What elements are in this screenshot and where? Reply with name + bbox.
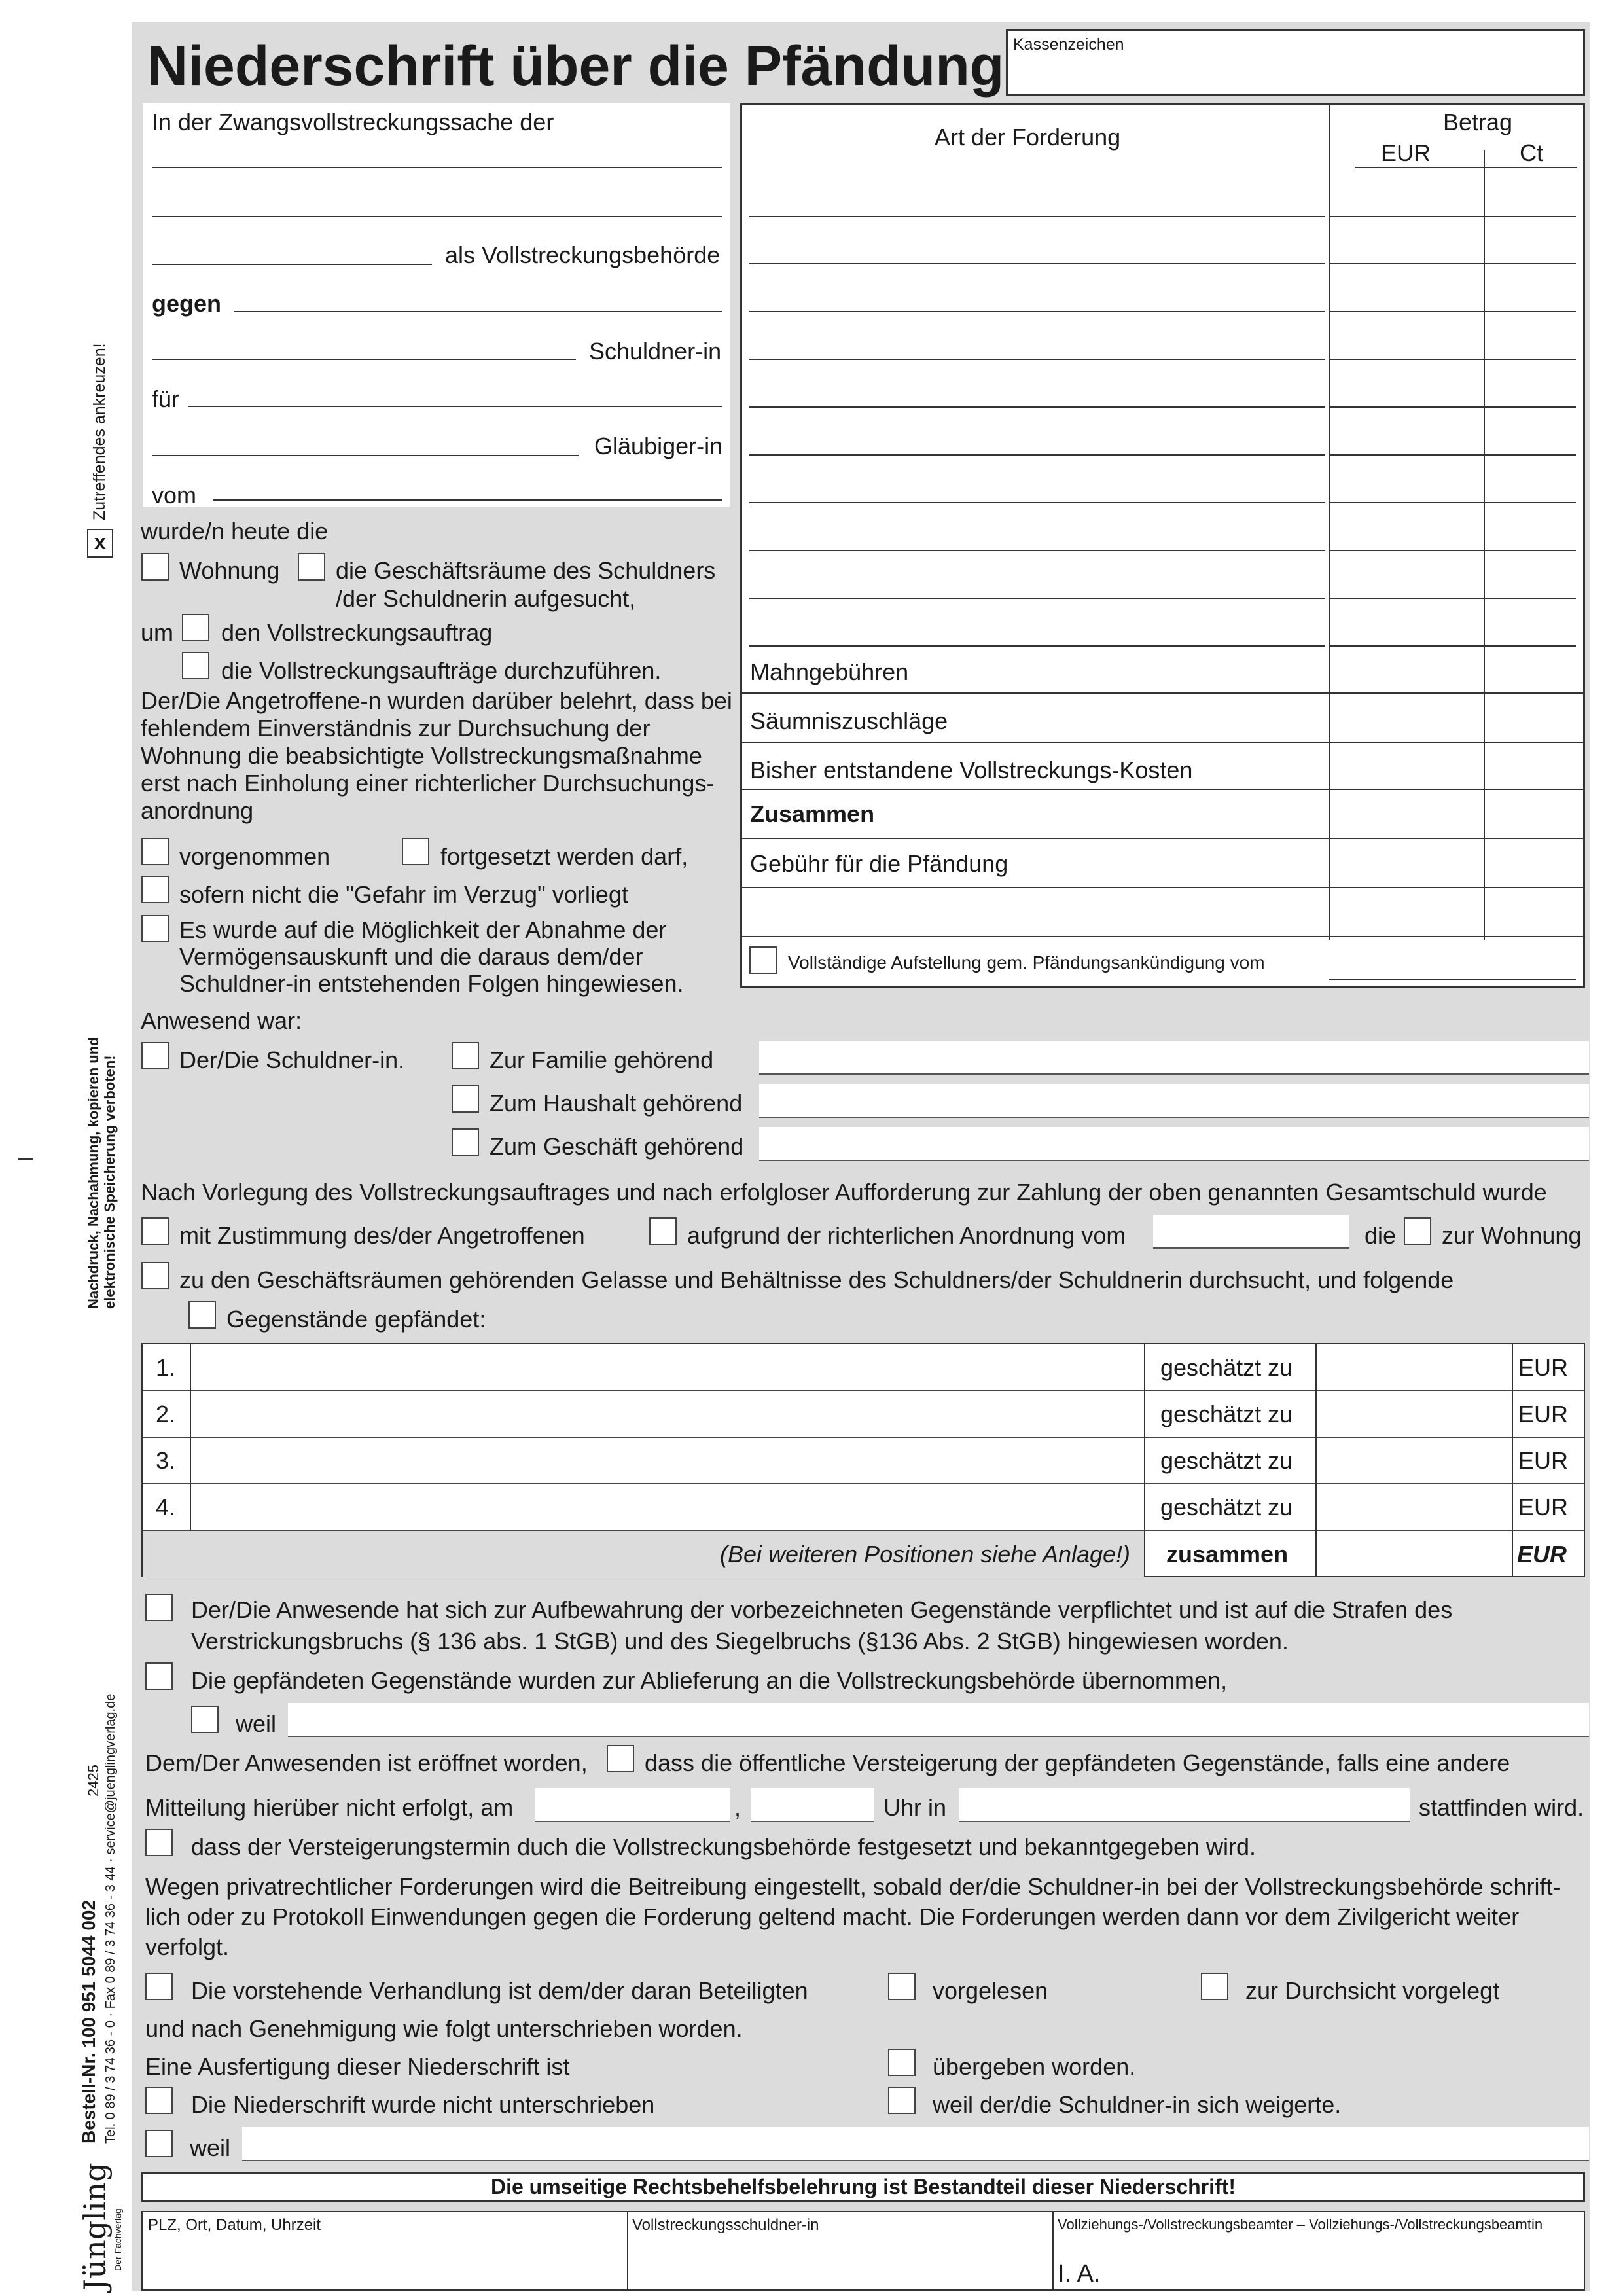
zur-wohnung-label: zur Wohnung xyxy=(1442,1222,1582,1249)
privatrechtlich-text: Wegen privatrechtlicher Forderungen wird die Beitreibung eingestellt, sobald der/die Schuldner-in bei der Vollstreckungsbehörde schrift-lich oder zu Protokoll Einwendungen gegen die Forderung geltend macht. Die Forderungen werden dann vor dem Zivilgericht weiter verfolgt. xyxy=(145,1873,1561,1960)
line[interactable] xyxy=(188,406,722,407)
amount-line[interactable] xyxy=(1329,645,1576,647)
schuldner-anwesend-checkbox[interactable] xyxy=(141,1042,169,1069)
item-number: 4. xyxy=(156,1494,176,1520)
anordnung-date-field[interactable] xyxy=(1153,1215,1349,1249)
line[interactable] xyxy=(234,311,722,312)
claim-line[interactable] xyxy=(749,263,1325,264)
amount-line[interactable] xyxy=(1329,550,1576,551)
anwesend-label: Anwesend war: xyxy=(141,1007,302,1034)
nicht-unterschrieben-checkbox[interactable] xyxy=(145,2087,173,2114)
ablieferung-checkbox[interactable] xyxy=(145,1662,173,1690)
item-estimate-label: geschätzt zu xyxy=(1160,1494,1293,1520)
ankreuzen-label: Zutreffendes ankreuzen! xyxy=(90,343,109,520)
vorgenommen-label: vorgenommen xyxy=(179,843,330,870)
page-title: Niederschrift über die Pfändung xyxy=(147,35,1005,98)
geschaeft-field[interactable] xyxy=(759,1127,1589,1161)
ablieferung-weil-checkbox[interactable] xyxy=(191,1706,219,1733)
um-label: um xyxy=(141,619,174,646)
publisher-contact: Tel. 0 89 / 3 74 36 - 0 · Fax 0 89 / 3 74 36 - 3 44 · service@juenglingverlag.de xyxy=(103,1693,118,2144)
weil-checkbox[interactable] xyxy=(145,2130,173,2157)
item-number: 3. xyxy=(156,1447,176,1474)
weigerte-label: weil der/die Schuldner-in sich weigerte. xyxy=(933,2091,1342,2118)
claim-line[interactable] xyxy=(749,645,1325,647)
kassenzeichen-label: Kassenzeichen xyxy=(1013,35,1124,54)
zusammen-label: Zusammen xyxy=(750,800,875,827)
saeumnis-label: Säumniszuschläge xyxy=(750,708,948,734)
durchsicht-checkbox[interactable] xyxy=(1201,1973,1228,2000)
beamter-signature-label: Vollziehungs-/Vollstreckungsbeamter – Vollziehungs-/Vollstreckungsbeamtin xyxy=(1058,2216,1543,2233)
amount-line[interactable] xyxy=(1329,311,1576,312)
durchsicht-label: zur Durchsicht vorgelegt xyxy=(1245,1977,1500,2004)
termin-checkbox[interactable] xyxy=(145,1829,173,1856)
item-currency: EUR xyxy=(1518,1354,1569,1381)
vorgelesen-checkbox[interactable] xyxy=(888,1973,916,2000)
item-estimate-label: geschätzt zu xyxy=(1160,1354,1293,1381)
line[interactable] xyxy=(152,216,722,217)
ausfertigung-label: Eine Ausfertigung dieser Niederschrift ist xyxy=(145,2053,570,2080)
familie-checkbox[interactable] xyxy=(452,1042,479,1069)
vorgenommen-checkbox[interactable] xyxy=(141,838,169,865)
vermoegensauskunft-checkbox[interactable] xyxy=(141,915,169,942)
haushalt-checkbox[interactable] xyxy=(452,1085,479,1113)
claim-line[interactable] xyxy=(749,359,1325,360)
ablieferung-weil-label: weil xyxy=(236,1710,277,1737)
items-zusammen: zusammen xyxy=(1166,1541,1289,1568)
verhandlung-label: Die vorstehende Verhandlung ist dem/der daran Beteiligten xyxy=(191,1977,808,2004)
wurden-heute: wurde/n heute die xyxy=(141,518,329,545)
versteigerung-date-field[interactable] xyxy=(535,1788,730,1822)
amount-line[interactable] xyxy=(1329,216,1576,217)
nach-vorlegung: Nach Vorlegung des Vollstreckungsauftrages und nach erfolgloser Aufforderung zur Zahlung der oben genannten Gesamtschuld wurde xyxy=(141,1179,1547,1206)
publisher-sub: Der Fachverlag xyxy=(113,2208,123,2271)
zur-wohnung-checkbox[interactable] xyxy=(1404,1217,1431,1245)
fuer-label: für xyxy=(152,386,180,412)
gegen-label: gegen xyxy=(152,290,222,317)
row-rule xyxy=(143,1437,1584,1438)
gefahr-label: sofern nicht die "Gefahr im Verzug" vorliegt xyxy=(179,881,628,908)
amount-line[interactable] xyxy=(1329,502,1576,503)
gebuehr-label: Gebühr für die Pfändung xyxy=(750,850,1008,877)
eur-header: EUR xyxy=(1381,139,1431,166)
gefahr-checkbox[interactable] xyxy=(141,876,169,903)
row-rule xyxy=(143,1483,1584,1484)
anordnung-checkbox[interactable] xyxy=(649,1217,677,1245)
claims-header: Art der Forderung xyxy=(935,124,1121,151)
weil-field[interactable] xyxy=(242,2127,1589,2161)
copyright-line2: elektronische Speicherung verboten! xyxy=(101,1055,118,1309)
vollstaendig-date-line[interactable] xyxy=(1329,979,1576,980)
behoerde-label: als Vollstreckungsbehörde xyxy=(445,242,721,268)
col-divider xyxy=(1144,1344,1145,1576)
gelasse-label: zu den Geschäftsräumen gehörenden Gelasse und Behältnisse des Schuldners/der Schuldnerin durchsucht, und folgende xyxy=(179,1266,1454,1293)
vorgelesen-label: vorgelesen xyxy=(933,1977,1048,2004)
row-rule xyxy=(742,742,1583,743)
row-rule xyxy=(742,692,1583,694)
margin-dash xyxy=(18,1158,33,1160)
line[interactable] xyxy=(152,167,722,168)
uebergeben-checkbox[interactable] xyxy=(888,2049,916,2076)
aufbewahrung-label: Der/Die Anwesende hat sich zur Aufbewahrung der vorbezeichneten Gegenstände verpflichtet und ist auf die Strafen des Verstrickungsbruchs (§ 136 abs. 1 StGB) und des Siegelbruchs (§136 Abs. 2 StGB) hingewiesen worden. xyxy=(191,1596,1453,1655)
vollstaendig-checkbox[interactable] xyxy=(749,946,777,974)
ablieferung-label: Die gepfändeten Gegenstände wurden zur Ablieferung an die Vollstreckungsbehörde übernommen, xyxy=(191,1667,1228,1694)
ct-header: Ct xyxy=(1520,139,1543,166)
gegenstaende-checkbox[interactable] xyxy=(188,1301,216,1329)
line[interactable] xyxy=(152,359,576,360)
row-rule xyxy=(742,936,1583,937)
notice-text: Die umseitige Rechtsbehelfsbelehrung ist Bestandteil dieser Niederschrift! xyxy=(490,2175,1236,2198)
ia-label: I. A. xyxy=(1058,2260,1101,2287)
item-number: 1. xyxy=(156,1354,176,1381)
versteigerung-checkbox[interactable] xyxy=(607,1745,634,1772)
aufbewahrung-checkbox[interactable] xyxy=(145,1594,173,1621)
mahngebuehren-label: Mahngebühren xyxy=(750,658,909,685)
amount-line[interactable] xyxy=(1329,454,1576,456)
die-label: die xyxy=(1364,1222,1397,1249)
mitteilung-label: Mitteilung hierüber nicht erfolgt, am xyxy=(145,1794,514,1821)
schuldner-signature-label: Vollstreckungsschuldner-in xyxy=(632,2216,819,2234)
publisher-logo: Jüngling xyxy=(77,2162,113,2291)
schuldner-anwesend-label: Der/Die Schuldner-in. xyxy=(179,1047,405,1073)
betrag-rule xyxy=(1355,167,1577,168)
genehmigung-label: und nach Genehmigung wie folgt unterschrieben worden. xyxy=(145,2015,743,2042)
copyright-line1: Nachdruck, Nachahmung, kopieren und xyxy=(85,1037,101,1309)
line[interactable] xyxy=(152,264,432,265)
col-divider xyxy=(627,2212,628,2289)
comma: , xyxy=(734,1794,741,1821)
eroeffnet-label: Dem/Der Anwesenden ist eröffnet worden, xyxy=(145,1749,588,1776)
haushalt-field[interactable] xyxy=(759,1084,1589,1118)
line[interactable] xyxy=(152,455,579,456)
vermoegensauskunft-label: Es wurde auf die Möglichkeit der Abnahme der Vermögensauskunft und die daraus dem/der Schuldner-in entstehenden Folgen hingewiesen. xyxy=(179,916,684,997)
row-rule xyxy=(742,789,1583,790)
fortgesetzt-checkbox[interactable] xyxy=(402,838,429,865)
vollstreckungsauftraege-label: die Vollstreckungsaufträge durchzuführen. xyxy=(221,657,662,684)
item-currency: EUR xyxy=(1518,1447,1569,1474)
zustimmung-label: mit Zustimmung des/der Angetroffenen xyxy=(179,1222,585,1249)
betrag-header: Betrag xyxy=(1443,109,1513,135)
vom-label: vom xyxy=(152,482,197,509)
claim-line[interactable] xyxy=(749,406,1325,408)
wohnung-checkbox[interactable] xyxy=(141,553,169,581)
claim-line[interactable] xyxy=(749,598,1325,599)
glaeubiger-label: Gläubiger-in xyxy=(594,433,723,459)
vollstreckungsauftrag-label: den Vollstreckungsauftrag xyxy=(221,619,493,646)
bestell-nr: Bestell-Nr. 100 951 5044 002 xyxy=(79,1899,99,2144)
form-code: 2425 xyxy=(85,1765,101,1797)
gelasse-checkbox[interactable] xyxy=(141,1262,169,1289)
nicht-unterschrieben-label: Die Niederschrift wurde nicht unterschrieben xyxy=(191,2091,655,2118)
row-rule xyxy=(742,838,1583,839)
claim-line[interactable] xyxy=(749,311,1325,312)
stattfinden-label: stattfinden wird. xyxy=(1419,1794,1584,1821)
amount-line[interactable] xyxy=(1329,359,1576,360)
col-divider xyxy=(1512,1344,1513,1576)
schuldner-label: Schuldner-in xyxy=(589,338,722,365)
geschaeftsraeume-label: die Geschäftsräume des Schuldners xyxy=(336,557,716,584)
weil-label: weil xyxy=(190,2134,231,2161)
items-total-currency: EUR xyxy=(1517,1541,1567,1568)
amount-line[interactable] xyxy=(1329,406,1576,408)
line[interactable] xyxy=(213,499,722,501)
col-divider xyxy=(1329,105,1330,940)
geschaeftsraeume-label2: /der Schuldnerin aufgesucht, xyxy=(336,585,636,612)
versteigerung-time-field[interactable] xyxy=(751,1788,874,1822)
geschaeft-checkbox[interactable] xyxy=(452,1128,479,1156)
uebergeben-label: übergeben worden. xyxy=(933,2053,1136,2080)
wohnung-label: Wohnung xyxy=(179,557,280,584)
termin-label: dass der Versteigerungstermin duch die Vollstreckungsbehörde festgesetzt und bekanntgegeben wird. xyxy=(191,1833,1257,1860)
col-divider xyxy=(1052,2212,1054,2289)
zwangsvollstreckung-label: In der Zwangsvollstreckungssache der xyxy=(152,109,554,135)
geschaeftsraeume-checkbox[interactable] xyxy=(298,553,325,581)
claim-line[interactable] xyxy=(749,502,1325,503)
gegenstaende-label: Gegenstände gepfändet: xyxy=(226,1306,486,1333)
item-number: 2. xyxy=(156,1401,176,1427)
zustimmung-checkbox[interactable] xyxy=(141,1217,169,1245)
ablieferung-weil-field[interactable] xyxy=(288,1703,1589,1737)
haushalt-label: Zum Haushalt gehörend xyxy=(490,1090,743,1117)
claim-line[interactable] xyxy=(749,216,1325,217)
vollstreckungsauftrag-checkbox[interactable] xyxy=(182,614,209,641)
ankreuzen-x: x xyxy=(94,530,106,554)
plz-label: PLZ, Ort, Datum, Uhrzeit xyxy=(148,2216,321,2234)
versteigerung-label: dass die öffentliche Versteigerung der gepfändeten Gegenstände, falls eine andere xyxy=(645,1749,1510,1776)
items-note: (Bei weiteren Positionen siehe Anlage!) xyxy=(720,1541,1131,1568)
row-rule xyxy=(742,887,1583,888)
versteigerung-place-field[interactable] xyxy=(959,1788,1410,1822)
geschaeft-label: Zum Geschäft gehörend xyxy=(490,1133,744,1160)
row-rule xyxy=(143,1390,1584,1391)
familie-field[interactable] xyxy=(759,1041,1589,1075)
col-divider xyxy=(1484,150,1485,940)
item-currency: EUR xyxy=(1518,1401,1569,1427)
claim-line[interactable] xyxy=(749,550,1325,551)
anordnung-label: aufgrund der richterlichen Anordnung vom xyxy=(687,1222,1126,1249)
col-divider xyxy=(190,1344,191,1530)
vollstreckungsauftraege-checkbox[interactable] xyxy=(182,652,209,679)
item-estimate-label: geschätzt zu xyxy=(1160,1401,1293,1427)
familie-label: Zur Familie gehörend xyxy=(490,1047,714,1073)
item-currency: EUR xyxy=(1518,1494,1569,1520)
amount-line[interactable] xyxy=(1329,263,1576,264)
item-estimate-label: geschätzt zu xyxy=(1160,1447,1293,1474)
fortgesetzt-label: fortgesetzt werden darf, xyxy=(440,843,688,870)
bisher-label: Bisher entstandene Vollstreckungs-Kosten xyxy=(750,757,1193,783)
uhr-in-label: Uhr in xyxy=(883,1794,947,1821)
belehrung-text: Der/Die Angetroffene-n wurden darüber belehrt, dass bei fehlendem Einverständnis zur Durchsuchung der Wohnung die beabsichtigte Vollstreckungsmaßnahme erst nach Einholung einer richterlicher Durchsuchungs-anordnung xyxy=(141,687,732,824)
weigerte-checkbox[interactable] xyxy=(888,2087,916,2114)
vollstaendig-label: Vollständige Aufstellung gem. Pfändungsankündigung vom xyxy=(788,952,1265,973)
amount-line[interactable] xyxy=(1329,598,1576,599)
col-divider xyxy=(1315,1344,1317,1576)
claim-line[interactable] xyxy=(749,454,1325,456)
verhandlung-checkbox[interactable] xyxy=(145,1973,173,2000)
